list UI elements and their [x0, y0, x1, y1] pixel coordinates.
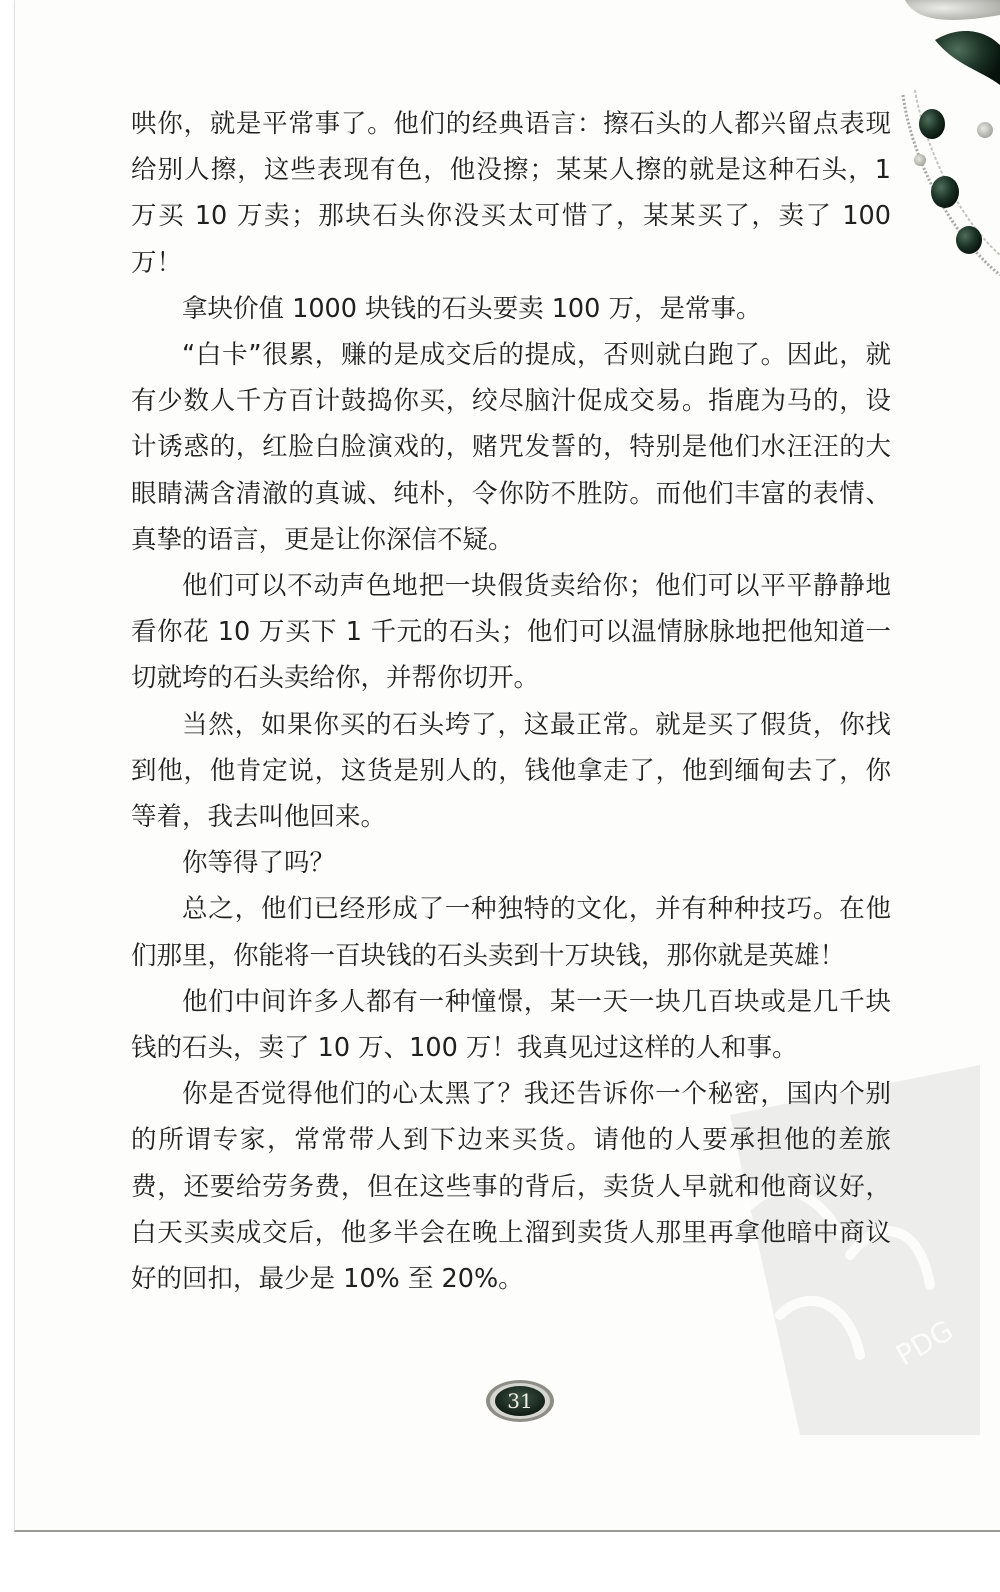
- paragraph: 他们中间许多人都有一种憧憬，某一天一块几百块或是几千块钱的石头，卖了 10 万、100 万！我真见过这样的人和事。: [131, 986, 891, 1064]
- paragraph: 你等得了吗？: [182, 848, 336, 879]
- body-text: [131, 101, 891, 1302]
- paragraph: 总之，他们已经形成了一种独特的文化，并有种种技巧。在他们那里，你能将一百块钱的石头卖到十万块钱，那你就是英雄！: [131, 894, 891, 971]
- page-number-badge: [484, 1378, 556, 1424]
- paragraph: 当然，如果你买的石头垮了，这最正常。就是买了假货，你找到他，他肯定说，这货是别人的，钱他拿走了，他到缅甸去了，你等着，我去叫他回来。: [131, 709, 891, 833]
- jade-necklace-ornament: [885, 0, 1000, 290]
- page-number: 31: [507, 1389, 533, 1413]
- paragraph: “白卡”很累，赚的是成交后的提成，否则就白跑了。因此，就有少数人千方百计鼓捣你买，绞尽脑汁促成交易。指鹿为马的，设计诱惑的，红脸白脸演戏的，赌咒发誓的，特别是他们水汪汪的大眼睛满含清澈的真诚、纯朴，令你防不胜防。而他们丰富的表情、真挚的语言，更是让你深信不疑。: [131, 340, 891, 555]
- paragraph: 哄你，就是平常事了。他们的经典语言：擦石头的人都兴留点表现给别人擦，这些表现有色，他没擦；某某人擦的就是这种石头，1 万买 10 万卖；那块石头你没买太可惜了，某某买了，卖了 100 万！: [131, 109, 891, 278]
- paragraph: 他们可以不动声色地把一块假货卖给你；他们可以平平静静地看你花 10 万买下 1 千元的石头；他们可以温情脉脉地把他知道一切就垮的石头卖给你，并帮你切开。: [131, 571, 891, 694]
- scan-margin: [0, 1532, 1000, 1592]
- watermark-text: PDG: [890, 1313, 959, 1373]
- paragraph: 你是否觉得他们的心太黑了？我还告诉你一个秘密，国内个别的所谓专家，常常带人到下边来买货。请他的人要承担他的差旅费，还要给劳务费，但在这些事的背后，卖货人早就和他商议好，白天买卖成交后，他多半会在晚上溜到卖货人那里再拿他暗中商议好的回扣，最少是 10% 至 20%。: [131, 1079, 891, 1295]
- paragraph: 拿块价值 1000 块钱的石头要卖 100 万，是常事。: [182, 293, 762, 324]
